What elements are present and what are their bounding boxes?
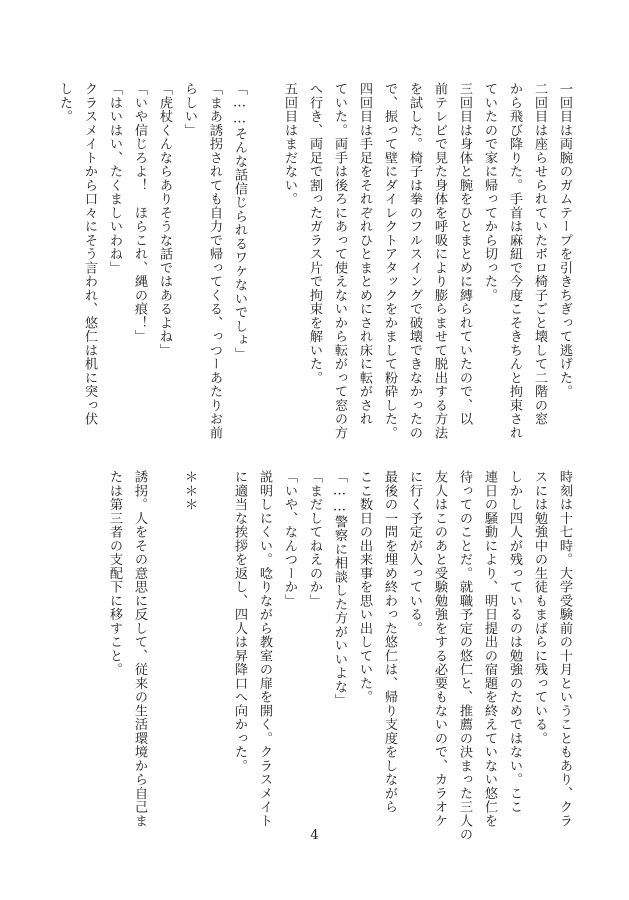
text-line: 友人はこのあと受験勉強をする必要もないので、カラオケ <box>432 470 447 828</box>
text-line: 二回目は座らせられていたボロ椅子ごと壊して二階の窓 <box>532 82 547 426</box>
text-line: らしい」 <box>182 82 197 137</box>
text-line: 「まあ誘拐されても自力で帰ってくる、っつーあたりお前 <box>207 82 222 440</box>
lower-text-block <box>102 470 577 842</box>
text-line: 「いや、なんつーか」 <box>282 470 297 608</box>
text-line: に適当な挨拶を返し、四人は昇降口へ向かった。 <box>232 470 247 773</box>
text-line: スには勉強中の生徒もまばらに残っている。 <box>532 470 547 745</box>
text-line: 「虎杖くんならありそうな話ではあるよね」 <box>157 82 172 357</box>
text-line: に行く予定が入っている。 <box>407 470 422 635</box>
text-line: 「まだしてねえのか」 <box>307 470 322 608</box>
text-line: しかし四人が残っているのは勉強のためではない。ここ <box>507 470 522 814</box>
text-line: 「……警察に相談した方がいいよな」 <box>332 470 347 708</box>
text-line: 一回目は両腕のガムテープを引きちぎって逃げた。 <box>557 82 572 399</box>
text-line: から飛び降りた。手首は麻紐で今度こそきちんと拘束され <box>507 82 522 440</box>
text-line: 前テレビで見た身体を呼吸により膨らませて脱出する方法 <box>432 82 447 440</box>
text-line: で、振って壁にダイレクトアタックをかまして粉砕した。 <box>382 82 397 440</box>
blank-line <box>152 470 177 720</box>
text-line: へ行き、両足で割ったガラス片で拘束を解いた。 <box>307 82 322 385</box>
text-line: 説明しにくい。唸りながら教室の扉を開く。クラスメイト <box>257 470 272 828</box>
text-line: 待ってのことだ。就職予定の悠仁と、推薦の決まった三人の <box>457 470 472 842</box>
text-line: 五回目はまだない。 <box>282 82 297 206</box>
text-line: ていた。両手は後ろにあって使えないから転がって窓の方 <box>332 82 347 440</box>
text-line: ていたので家に帰ってから切った。 <box>482 82 497 302</box>
text-line: 三回目は身体と腕をひとまとめに縛られていたので、以 <box>457 82 472 426</box>
text-line: した。 <box>57 82 72 124</box>
page-number: 4 <box>310 828 319 843</box>
text-line: 連日の騒動により、明日提出の宿題を終えていない悠仁を <box>482 470 497 828</box>
blank-line <box>202 470 227 720</box>
blank-line <box>252 82 277 446</box>
upper-text-block <box>52 82 577 446</box>
text-line: 「はいはい、たくましいわね」 <box>107 82 122 275</box>
text-line: クラスメイトから口々にそう言われ、悠仁は机に突っ伏 <box>82 82 97 426</box>
text-line: 時刻は十七時。大学受験前の十月ということもあり、クラ <box>557 470 572 828</box>
text-line: 四回目は手足をそれぞれひとまとめにされ床に転がされ <box>357 82 372 426</box>
text-line: 誘拐。人をその意思に反して、従来の生活環境から自己ま <box>132 470 147 828</box>
text-line: ここ数日の出来事を思い出していた。 <box>357 470 372 704</box>
text-line: たは第三者の支配下に移すこと。 <box>107 470 122 677</box>
text-line: 最後の一問を埋め終わった悠仁は、帰り支度をしながら <box>382 470 397 814</box>
text-line: 「いや信じろよ！ ほらこれ、縄の痕！」 <box>132 82 147 344</box>
text-line: を試した。椅子は拳のフルスイングで破壊できなかったの <box>407 82 422 440</box>
text-line: ＊＊＊ <box>182 470 197 512</box>
text-line: 「……そんな話信じられるワケないでしょ」 <box>232 82 247 361</box>
